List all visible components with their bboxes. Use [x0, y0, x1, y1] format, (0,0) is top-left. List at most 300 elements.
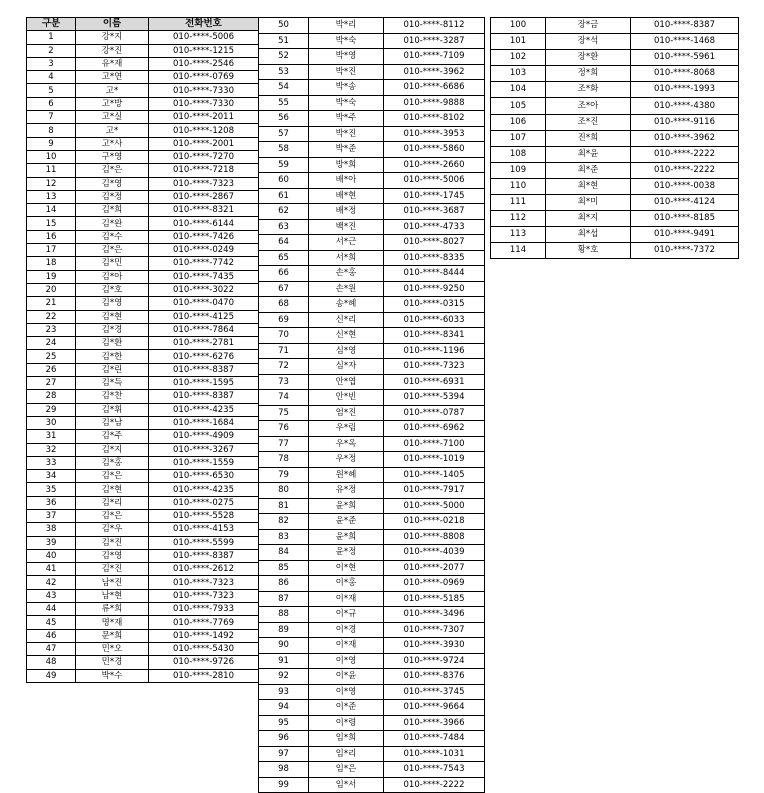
row-phone: 010-****-5006: [149, 31, 259, 44]
row-number: 64: [259, 235, 309, 251]
table-row: [27, 470, 259, 483]
row-name: 김*찬: [76, 390, 149, 403]
row-name: 고*방: [76, 97, 149, 110]
row-phone: 010-****-7426: [149, 230, 259, 243]
header-phone: 전화번호: [149, 18, 259, 31]
table-row: [491, 82, 739, 98]
row-number: 15: [27, 217, 76, 230]
table-row: [491, 195, 739, 211]
row-phone: 010-****-3930: [384, 638, 485, 654]
row-phone: 010-****-7109: [384, 49, 485, 65]
table-row: [27, 576, 259, 589]
row-number: 74: [259, 390, 309, 406]
row-number: 108: [491, 146, 546, 162]
table-row: [27, 97, 259, 110]
row-number: 79: [259, 467, 309, 483]
row-name: 박*영: [309, 49, 384, 65]
row-name: 김*영: [76, 177, 149, 190]
row-phone: 010-****-0769: [149, 71, 259, 84]
row-phone: 010-****-7323: [384, 359, 485, 375]
row-phone: 010-****-1405: [384, 467, 485, 483]
table-row: [259, 80, 485, 96]
row-phone: 010-****-9116: [631, 114, 739, 130]
row-name: 박*수: [76, 669, 149, 682]
row-phone: 010-****-1215: [149, 44, 259, 57]
row-number: 16: [27, 230, 76, 243]
table-row: [27, 483, 259, 496]
table-row: [259, 514, 485, 530]
row-phone: 010-****-7917: [384, 483, 485, 499]
row-number: 68: [259, 297, 309, 313]
row-number: 113: [491, 227, 546, 243]
row-phone: 010-****-7864: [149, 323, 259, 336]
row-phone: 010-****-8335: [384, 250, 485, 266]
row-number: 62: [259, 204, 309, 220]
row-number: 10: [27, 150, 76, 163]
row-number: 80: [259, 483, 309, 499]
row-name: 진*희: [546, 130, 631, 146]
table-row: [259, 777, 485, 793]
table-row: [27, 204, 259, 217]
row-phone: 010-****-1019: [384, 452, 485, 468]
table-row: [27, 603, 259, 616]
header-name: 이름: [76, 18, 149, 31]
row-number: 8: [27, 124, 76, 137]
row-number: 59: [259, 157, 309, 173]
row-phone: 010-****-8068: [631, 66, 739, 82]
table-row: [27, 217, 259, 230]
row-number: 94: [259, 700, 309, 716]
row-name: 김*현: [76, 310, 149, 323]
row-name: 박*리: [309, 18, 384, 34]
row-phone: 010-****-1559: [149, 456, 259, 469]
row-name: 김*영: [76, 297, 149, 310]
row-name: 김*정: [76, 190, 149, 203]
table-row: [259, 436, 485, 452]
row-number: 72: [259, 359, 309, 375]
row-phone: 010-****-1196: [384, 343, 485, 359]
row-name: 조*화: [546, 82, 631, 98]
row-number: 31: [27, 430, 76, 443]
table-row: [259, 142, 485, 158]
row-phone: 010-****-7933: [149, 603, 259, 616]
table-row: [27, 270, 259, 283]
row-phone: 010-****-0275: [149, 496, 259, 509]
table-row: [259, 64, 485, 80]
row-phone: 010-****-3022: [149, 283, 259, 296]
row-name: 강*진: [76, 44, 149, 57]
row-name: 고*연: [76, 71, 149, 84]
row-phone: 010-****-7543: [384, 762, 485, 778]
table-row: [491, 243, 739, 259]
table-row: [259, 343, 485, 359]
row-name: 우*옥: [309, 436, 384, 452]
row-phone: 010-****-9888: [384, 95, 485, 111]
row-number: 45: [27, 616, 76, 629]
row-phone: 010-****-7307: [384, 622, 485, 638]
row-phone: 010-****-5000: [384, 498, 485, 514]
row-number: 20: [27, 283, 76, 296]
table-row: [491, 162, 739, 178]
row-number: 63: [259, 219, 309, 235]
table-row: [27, 443, 259, 456]
row-number: 110: [491, 178, 546, 194]
row-number: 71: [259, 343, 309, 359]
table-row: [491, 178, 739, 194]
row-name: 서*근: [309, 235, 384, 251]
row-phone: 010-****-6033: [384, 312, 485, 328]
row-name: 김*지: [76, 443, 149, 456]
row-phone: 010-****-9726: [149, 656, 259, 669]
row-name: 윤*희: [309, 498, 384, 514]
table-row: [259, 18, 485, 34]
row-number: 114: [491, 243, 546, 259]
table-row: [27, 377, 259, 390]
row-phone: 010-****-8112: [384, 18, 485, 34]
row-phone: 010-****-7218: [149, 164, 259, 177]
row-number: 44: [27, 603, 76, 616]
row-number: 4: [27, 71, 76, 84]
row-phone: 010-****-2222: [631, 162, 739, 178]
row-name: 고*실: [76, 111, 149, 124]
row-phone: 010-****-7484: [384, 731, 485, 747]
row-phone: 010-****-5860: [384, 142, 485, 158]
row-phone: 010-****-0470: [149, 297, 259, 310]
row-phone: 010-****-5599: [149, 536, 259, 549]
row-phone: 010-****-2222: [631, 146, 739, 162]
row-name: 장*금: [546, 18, 631, 34]
row-number: 96: [259, 731, 309, 747]
table-row: [491, 211, 739, 227]
row-number: 54: [259, 80, 309, 96]
row-number: 35: [27, 483, 76, 496]
table-row: [27, 350, 259, 363]
row-phone: 010-****-4235: [149, 403, 259, 416]
row-name: 김*경: [76, 323, 149, 336]
row-phone: 010-****-8808: [384, 529, 485, 545]
table-row: [27, 430, 259, 443]
row-name: 김*환: [76, 337, 149, 350]
table-row: [491, 34, 739, 50]
row-name: 김*호: [76, 283, 149, 296]
row-phone: 010-****-7330: [149, 97, 259, 110]
row-number: 11: [27, 164, 76, 177]
table-row: [27, 629, 259, 642]
row-phone: 010-****-7100: [384, 436, 485, 452]
row-phone: 010-****-0315: [384, 297, 485, 313]
row-phone: 010-****-8321: [149, 204, 259, 217]
row-number: 66: [259, 266, 309, 282]
row-number: 17: [27, 244, 76, 257]
row-phone: 010-****-8387: [149, 549, 259, 562]
row-name: 김*린: [76, 363, 149, 376]
row-name: 이*규: [309, 607, 384, 623]
row-number: 18: [27, 257, 76, 270]
row-number: 87: [259, 591, 309, 607]
row-phone: 010-****-2546: [149, 57, 259, 70]
row-name: 임*은: [309, 762, 384, 778]
table-row: [27, 509, 259, 522]
row-name: 김*우: [76, 523, 149, 536]
row-phone: 010-****-1468: [631, 34, 739, 50]
row-name: 박*숙: [309, 33, 384, 49]
row-phone: 010-****-1993: [631, 82, 739, 98]
row-number: 93: [259, 684, 309, 700]
row-phone: 010-****-2781: [149, 337, 259, 350]
row-name: 유*재: [76, 57, 149, 70]
table-row: [27, 416, 259, 429]
row-phone: 010-****-8387: [149, 363, 259, 376]
row-phone: 010-****-4235: [149, 483, 259, 496]
row-phone: 010-****-3496: [384, 607, 485, 623]
row-phone: 010-****-7270: [149, 150, 259, 163]
row-number: 60: [259, 173, 309, 189]
row-number: 56: [259, 111, 309, 127]
row-phone: 010-****-6686: [384, 80, 485, 96]
row-name: 김*아: [76, 270, 149, 283]
row-number: 83: [259, 529, 309, 545]
row-name: 김*은: [76, 509, 149, 522]
row-phone: 010-****-8027: [384, 235, 485, 251]
row-phone: 010-****-7323: [149, 576, 259, 589]
row-name: 김*홍: [76, 456, 149, 469]
row-number: 95: [259, 715, 309, 731]
row-name: 고*사: [76, 137, 149, 150]
row-name: 남*현: [76, 589, 149, 602]
table-row: [27, 616, 259, 629]
table-row: [259, 297, 485, 313]
table-row: [259, 560, 485, 576]
row-name: 임*리: [309, 746, 384, 762]
row-name: 최*현: [546, 178, 631, 194]
table-row: [27, 642, 259, 655]
row-phone: 010-****-7769: [149, 616, 259, 629]
row-number: 38: [27, 523, 76, 536]
row-name: 우*정: [309, 452, 384, 468]
table-row: [259, 731, 485, 747]
table-row: [27, 563, 259, 576]
row-number: 67: [259, 281, 309, 297]
row-number: 19: [27, 270, 76, 283]
table-row: [259, 312, 485, 328]
row-name: 이*재: [309, 638, 384, 654]
table-row: [27, 390, 259, 403]
table-row: [491, 146, 739, 162]
row-phone: 010-****-3287: [384, 33, 485, 49]
row-name: 김*은: [76, 164, 149, 177]
row-phone: 010-****-3966: [384, 715, 485, 731]
row-number: 111: [491, 195, 546, 211]
row-number: 101: [491, 34, 546, 50]
row-phone: 010-****-8376: [384, 669, 485, 685]
table-row: [491, 114, 739, 130]
table-row: [491, 66, 739, 82]
row-number: 103: [491, 66, 546, 82]
row-number: 91: [259, 653, 309, 669]
row-name: 박*숙: [309, 95, 384, 111]
row-name: 임*희: [309, 731, 384, 747]
row-name: 윤*준: [309, 514, 384, 530]
row-name: 김*진: [76, 536, 149, 549]
row-name: 박*송: [309, 80, 384, 96]
row-phone: 010-****-3962: [384, 64, 485, 80]
row-number: 61: [259, 188, 309, 204]
row-name: 조*진: [546, 114, 631, 130]
row-name: 김*희: [76, 204, 149, 217]
row-name: 이*준: [309, 700, 384, 716]
row-number: 30: [27, 416, 76, 429]
row-phone: 010-****-8444: [384, 266, 485, 282]
row-number: 40: [27, 549, 76, 562]
table-row: [27, 669, 259, 682]
table-row: [27, 190, 259, 203]
table-row: [27, 84, 259, 97]
row-phone: 010-****-1684: [149, 416, 259, 429]
row-number: 106: [491, 114, 546, 130]
table-row: [259, 607, 485, 623]
row-name: 임*서: [309, 777, 384, 793]
row-number: 58: [259, 142, 309, 158]
row-number: 100: [491, 18, 546, 34]
row-phone: 010-****-2011: [149, 111, 259, 124]
row-phone: 010-****-9491: [631, 227, 739, 243]
row-name: 민*경: [76, 656, 149, 669]
row-phone: 010-****-4733: [384, 219, 485, 235]
row-number: 47: [27, 642, 76, 655]
table-row: [491, 18, 739, 34]
row-phone: 010-****-3687: [384, 204, 485, 220]
row-phone: 010-****-6931: [384, 374, 485, 390]
row-number: 26: [27, 363, 76, 376]
table-row: [259, 188, 485, 204]
table-row: [259, 33, 485, 49]
row-phone: 010-****-7372: [631, 243, 739, 259]
table-row: [259, 173, 485, 189]
row-number: 34: [27, 470, 76, 483]
row-name: 김*휘: [76, 403, 149, 416]
table-row: [259, 576, 485, 592]
row-phone: 010-****-2660: [384, 157, 485, 173]
row-name: 김*수: [76, 230, 149, 243]
row-phone: 010-****-2867: [149, 190, 259, 203]
row-name: 심*자: [309, 359, 384, 375]
row-name: 최*미: [546, 195, 631, 211]
table-row: [27, 456, 259, 469]
table-row: [27, 536, 259, 549]
row-name: 신*리: [309, 312, 384, 328]
row-phone: 010-****-8102: [384, 111, 485, 127]
row-name: 윤*정: [309, 545, 384, 561]
row-name: 민*오: [76, 642, 149, 655]
row-number: 32: [27, 443, 76, 456]
row-name: 장*석: [546, 34, 631, 50]
table-row: [259, 390, 485, 406]
table-row: [259, 126, 485, 142]
row-phone: 010-****-7742: [149, 257, 259, 270]
row-name: 박*진: [309, 126, 384, 142]
table-row: [259, 250, 485, 266]
row-number: 65: [259, 250, 309, 266]
row-number: 49: [27, 669, 76, 682]
table-row: [27, 257, 259, 270]
row-phone: 010-****-6144: [149, 217, 259, 230]
table-row: [27, 177, 259, 190]
row-number: 76: [259, 421, 309, 437]
row-phone: 010-****-2612: [149, 563, 259, 576]
table-row: [27, 57, 259, 70]
header-no: 구분: [27, 18, 76, 31]
row-number: 90: [259, 638, 309, 654]
row-name: 이*현: [309, 560, 384, 576]
row-number: 98: [259, 762, 309, 778]
row-name: 고*: [76, 84, 149, 97]
row-number: 77: [259, 436, 309, 452]
row-number: 69: [259, 312, 309, 328]
table-row: [27, 283, 259, 296]
row-number: 51: [259, 33, 309, 49]
row-number: 37: [27, 509, 76, 522]
row-phone: 010-****-6530: [149, 470, 259, 483]
row-name: 이*홍: [309, 576, 384, 592]
table-row: [27, 523, 259, 536]
row-number: 29: [27, 403, 76, 416]
row-name: 남*진: [76, 576, 149, 589]
row-name: 김*민: [76, 257, 149, 270]
row-number: 3: [27, 57, 76, 70]
row-name: 이*재: [309, 591, 384, 607]
row-name: 안*빈: [309, 390, 384, 406]
row-name: 배*정: [309, 204, 384, 220]
row-number: 52: [259, 49, 309, 65]
row-phone: 010-****-8185: [631, 211, 739, 227]
row-number: 105: [491, 98, 546, 114]
table-row: [27, 31, 259, 44]
table-row: [259, 638, 485, 654]
row-number: 21: [27, 297, 76, 310]
row-name: 조*아: [546, 98, 631, 114]
table-row: [491, 227, 739, 243]
row-name: 명*재: [76, 616, 149, 629]
contact-table-3: [490, 17, 739, 259]
row-name: 이*윤: [309, 669, 384, 685]
row-number: 39: [27, 536, 76, 549]
table-row: [259, 452, 485, 468]
row-phone: 010-****-7435: [149, 270, 259, 283]
row-number: 88: [259, 607, 309, 623]
row-number: 48: [27, 656, 76, 669]
row-phone: 010-****-0038: [631, 178, 739, 194]
row-number: 82: [259, 514, 309, 530]
row-name: 김*주: [76, 430, 149, 443]
row-name: 손*원: [309, 281, 384, 297]
row-name: 김*은: [76, 244, 149, 257]
row-phone: 010-****-1595: [149, 377, 259, 390]
row-name: 박*진: [309, 64, 384, 80]
row-name: 강*지: [76, 31, 149, 44]
row-number: 1: [27, 31, 76, 44]
row-number: 50: [259, 18, 309, 34]
table-row: [259, 545, 485, 561]
table-row: [27, 124, 259, 137]
row-name: 배*현: [309, 188, 384, 204]
row-phone: 010-****-0218: [384, 514, 485, 530]
row-phone: 010-****-8341: [384, 328, 485, 344]
row-phone: 010-****-5185: [384, 591, 485, 607]
row-number: 104: [491, 82, 546, 98]
row-number: 42: [27, 576, 76, 589]
table-row: [491, 98, 739, 114]
table-row: [259, 49, 485, 65]
